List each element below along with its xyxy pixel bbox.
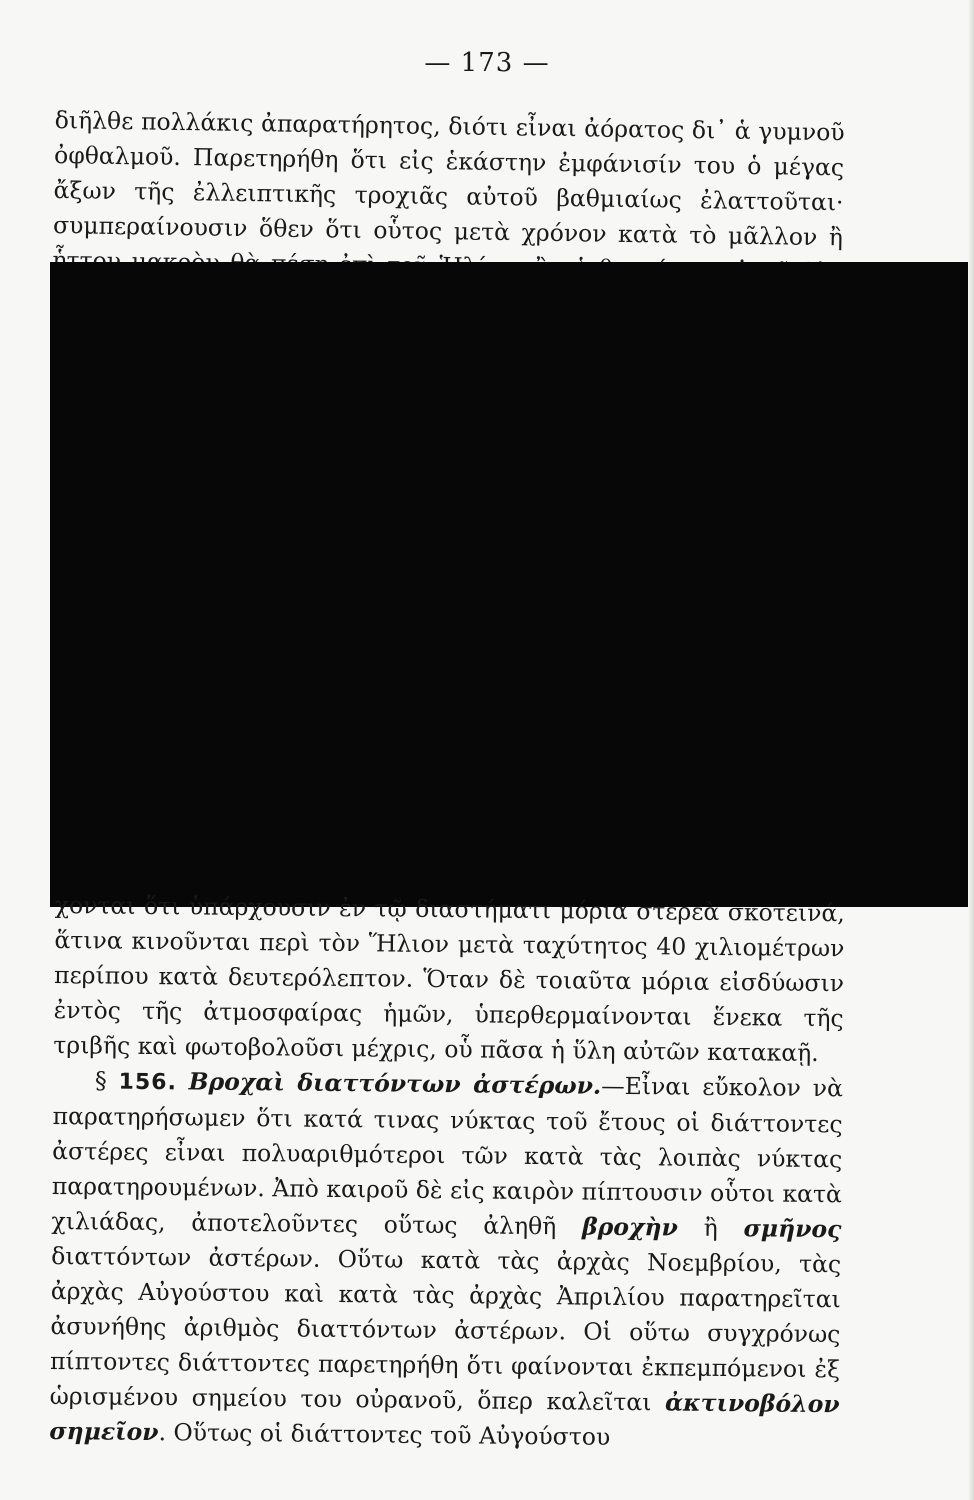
- bottom-text-block: [49, 888, 845, 1457]
- page-number: — 173 —: [424, 48, 550, 78]
- emphasis-term: σμῆνος: [743, 1214, 842, 1244]
- section-text-part: —Εἶναι εὔκολον νὰ παρατηρήσωμεν ὅτι κατά τινας νύκτας τοῦ ἔτους οἱ διάττοντες ἀστέρες εἶναι πολυαριθμότεροι τῶν κατὰ τὰς λοιπὰς νύκτας παρατηρουμένων. Ἀπὸ καιροῦ δὲ εἰς καιρὸν πίπτουσιν οὗτοι κατὰ χιλιάδας, ἀποτελοῦντες οὕτως ἀληθῆ: [51, 1071, 844, 1241]
- section-text-part: . Οὕτως οἱ διάττοντες τοῦ Αὐγούστου: [158, 1418, 611, 1451]
- section-156-paragraph: [49, 1063, 843, 1457]
- redaction-edge: [50, 262, 130, 284]
- section-text-part: διαττόντων ἀστέρων. Οὕτω κατὰ τὰς ἀρχὰς Νοεμβρίου, τὰς ἀρχὰς Αὐγούστου καὶ κατὰ τὰς ἀρχὰς Ἀπριλίου παρατηρεῖται ἀσυνήθης ἀριθμὸς διαττόντων ἀστέρων. Οἱ οὕτω συγχρόνως πίπτοντες διάττοντες παρετηρήθη ὅτι φαίνονται ἐκπεμπόμενοι ἐξ ὡρισμένου σημείου του οὐρανοῦ, ὅπερ καλεῖται: [49, 1241, 842, 1417]
- body-paragraph: χονται ὅτι ὑπάρχουσιν ἐν τῷ διαστήματι μόρια στερεὰ σκοτεινά, ἅτινα κινοῦνται περὶ τὸν Ἥλιον μετὰ ταχύτητος 40 χιλιομέτρων περίπου κατὰ δευτερόλεπτον. Ὅταν δὲ τοιαῦτα μόρια εἰσδύωσιν ἐντὸς τῆς ἀτμοσφαίρας ἡμῶν, ὑπερθερμαίνονται ἕνεκα τῆς τριβῆς καὶ φωτοβολοῦσι μέχρις, οὗ πᾶσα ἡ ὕλη αὐτῶν κατακαῇ.: [53, 890, 845, 1068]
- black-redaction-block: [50, 262, 974, 907]
- section-number: 156.: [118, 1069, 178, 1096]
- page-edge-shadow: [968, 0, 974, 1500]
- top-paragraph: διῆλθε πολλάκις ἀπαρατήρητος, διότι εἶναι ἀόρατος δι᾽ ἁ γυμνοῦ ὀφθαλμοῦ. Παρετηρήθη ὅτι εἰς ἑκάστην ἐμφάνισίν του ὁ μέγας ἄξων τῆς ἐλλειπτικῆς τροχιᾶς αὐτοῦ βαθμιαίως ἐλαττοῦται· συμπεραίνουσιν ὅθεν ὅτι οὗτος μετὰ χρόνον κατὰ τὸ μᾶλλον ἢ ἧττον: [52, 105, 845, 276]
- section-text-part: ἢ: [677, 1213, 744, 1243]
- emphasis-term: βροχὴν: [581, 1212, 679, 1242]
- emphasis-term: ἀκτινοβόλον σημεῖον: [49, 1388, 840, 1447]
- section-symbol: §: [94, 1066, 107, 1095]
- section-title: Βροχαὶ διαττόντων ἀστέρων.: [188, 1067, 602, 1100]
